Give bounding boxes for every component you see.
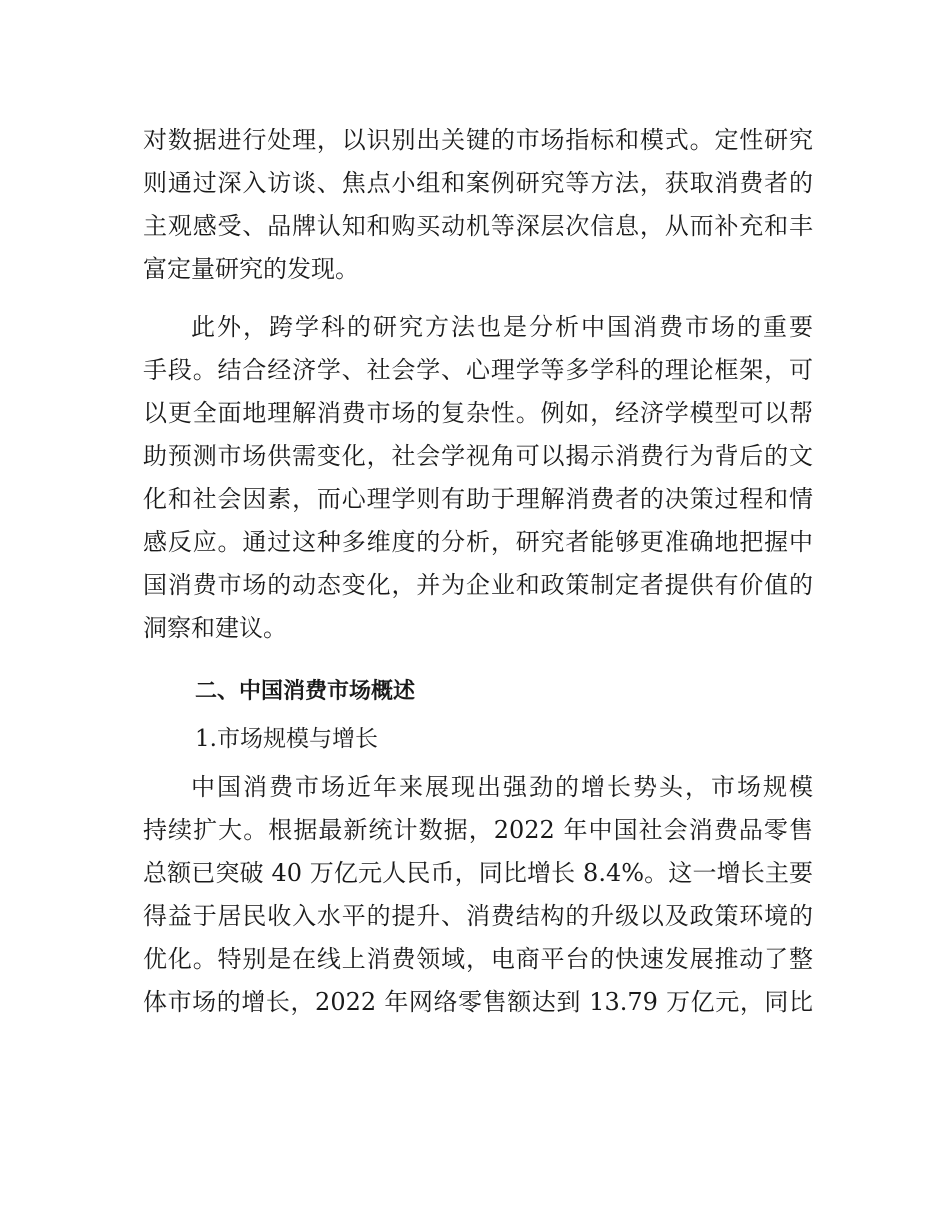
section-heading: 二、中国消费市场概述 — [195, 679, 416, 704]
paragraph-line: 以更全面地理解消费市场的复杂性。例如，经济学模型可以帮 — [143, 399, 813, 427]
paragraph-line: 助预测市场供需变化，社会学视角可以揭示消费行为背后的文 — [143, 442, 813, 470]
paragraph-line: 得益于居民收入水平的提升、消费结构的升级以及政策环境的 — [143, 902, 813, 930]
paragraph-line: 体市场的增长，2022 年网络零售额达到 13.79 万亿元，同比 — [143, 988, 813, 1016]
paragraph-line: 富定量研究的发现。 — [143, 255, 359, 283]
paragraph-line: 此外，跨学科的研究方法也是分析中国消费市场的重要 — [191, 313, 813, 341]
paragraph-line: 手段。结合经济学、社会学、心理学等多学科的理论框架，可 — [143, 356, 813, 384]
paragraph-line: 对数据进行处理，以识别出关键的市场指标和模式。定性研究 — [143, 126, 813, 154]
paragraph-line: 持续扩大。根据最新统计数据，2022 年中国社会消费品零售 — [143, 816, 813, 844]
paragraph-line: 洞察和建议。 — [143, 614, 287, 642]
paragraph-line: 中国消费市场近年来展现出强劲的增长势头，市场规模 — [191, 773, 813, 801]
paragraph-line: 化和社会因素，而心理学则有助于理解消费者的决策过程和情 — [143, 485, 813, 513]
paragraph-line: 国消费市场的动态变化，并为企业和政策制定者提供有价值的 — [143, 571, 813, 599]
subsection-heading: 1.市场规模与增长 — [195, 726, 378, 752]
paragraph-line: 感反应。通过这种多维度的分析，研究者能够更准确地把握中 — [143, 528, 813, 556]
paragraph-line: 主观感受、品牌认知和购买动机等深层次信息，从而补充和丰 — [143, 212, 813, 240]
paragraph-line: 总额已突破 40 万亿元人民币，同比增长 8.4%。这一增长主要 — [143, 859, 813, 887]
paragraph-line: 优化。特别是在线上消费领域，电商平台的快速发展推动了整 — [143, 945, 813, 973]
paragraph-line: 则通过深入访谈、焦点小组和案例研究等方法，获取消费者的 — [143, 169, 813, 197]
